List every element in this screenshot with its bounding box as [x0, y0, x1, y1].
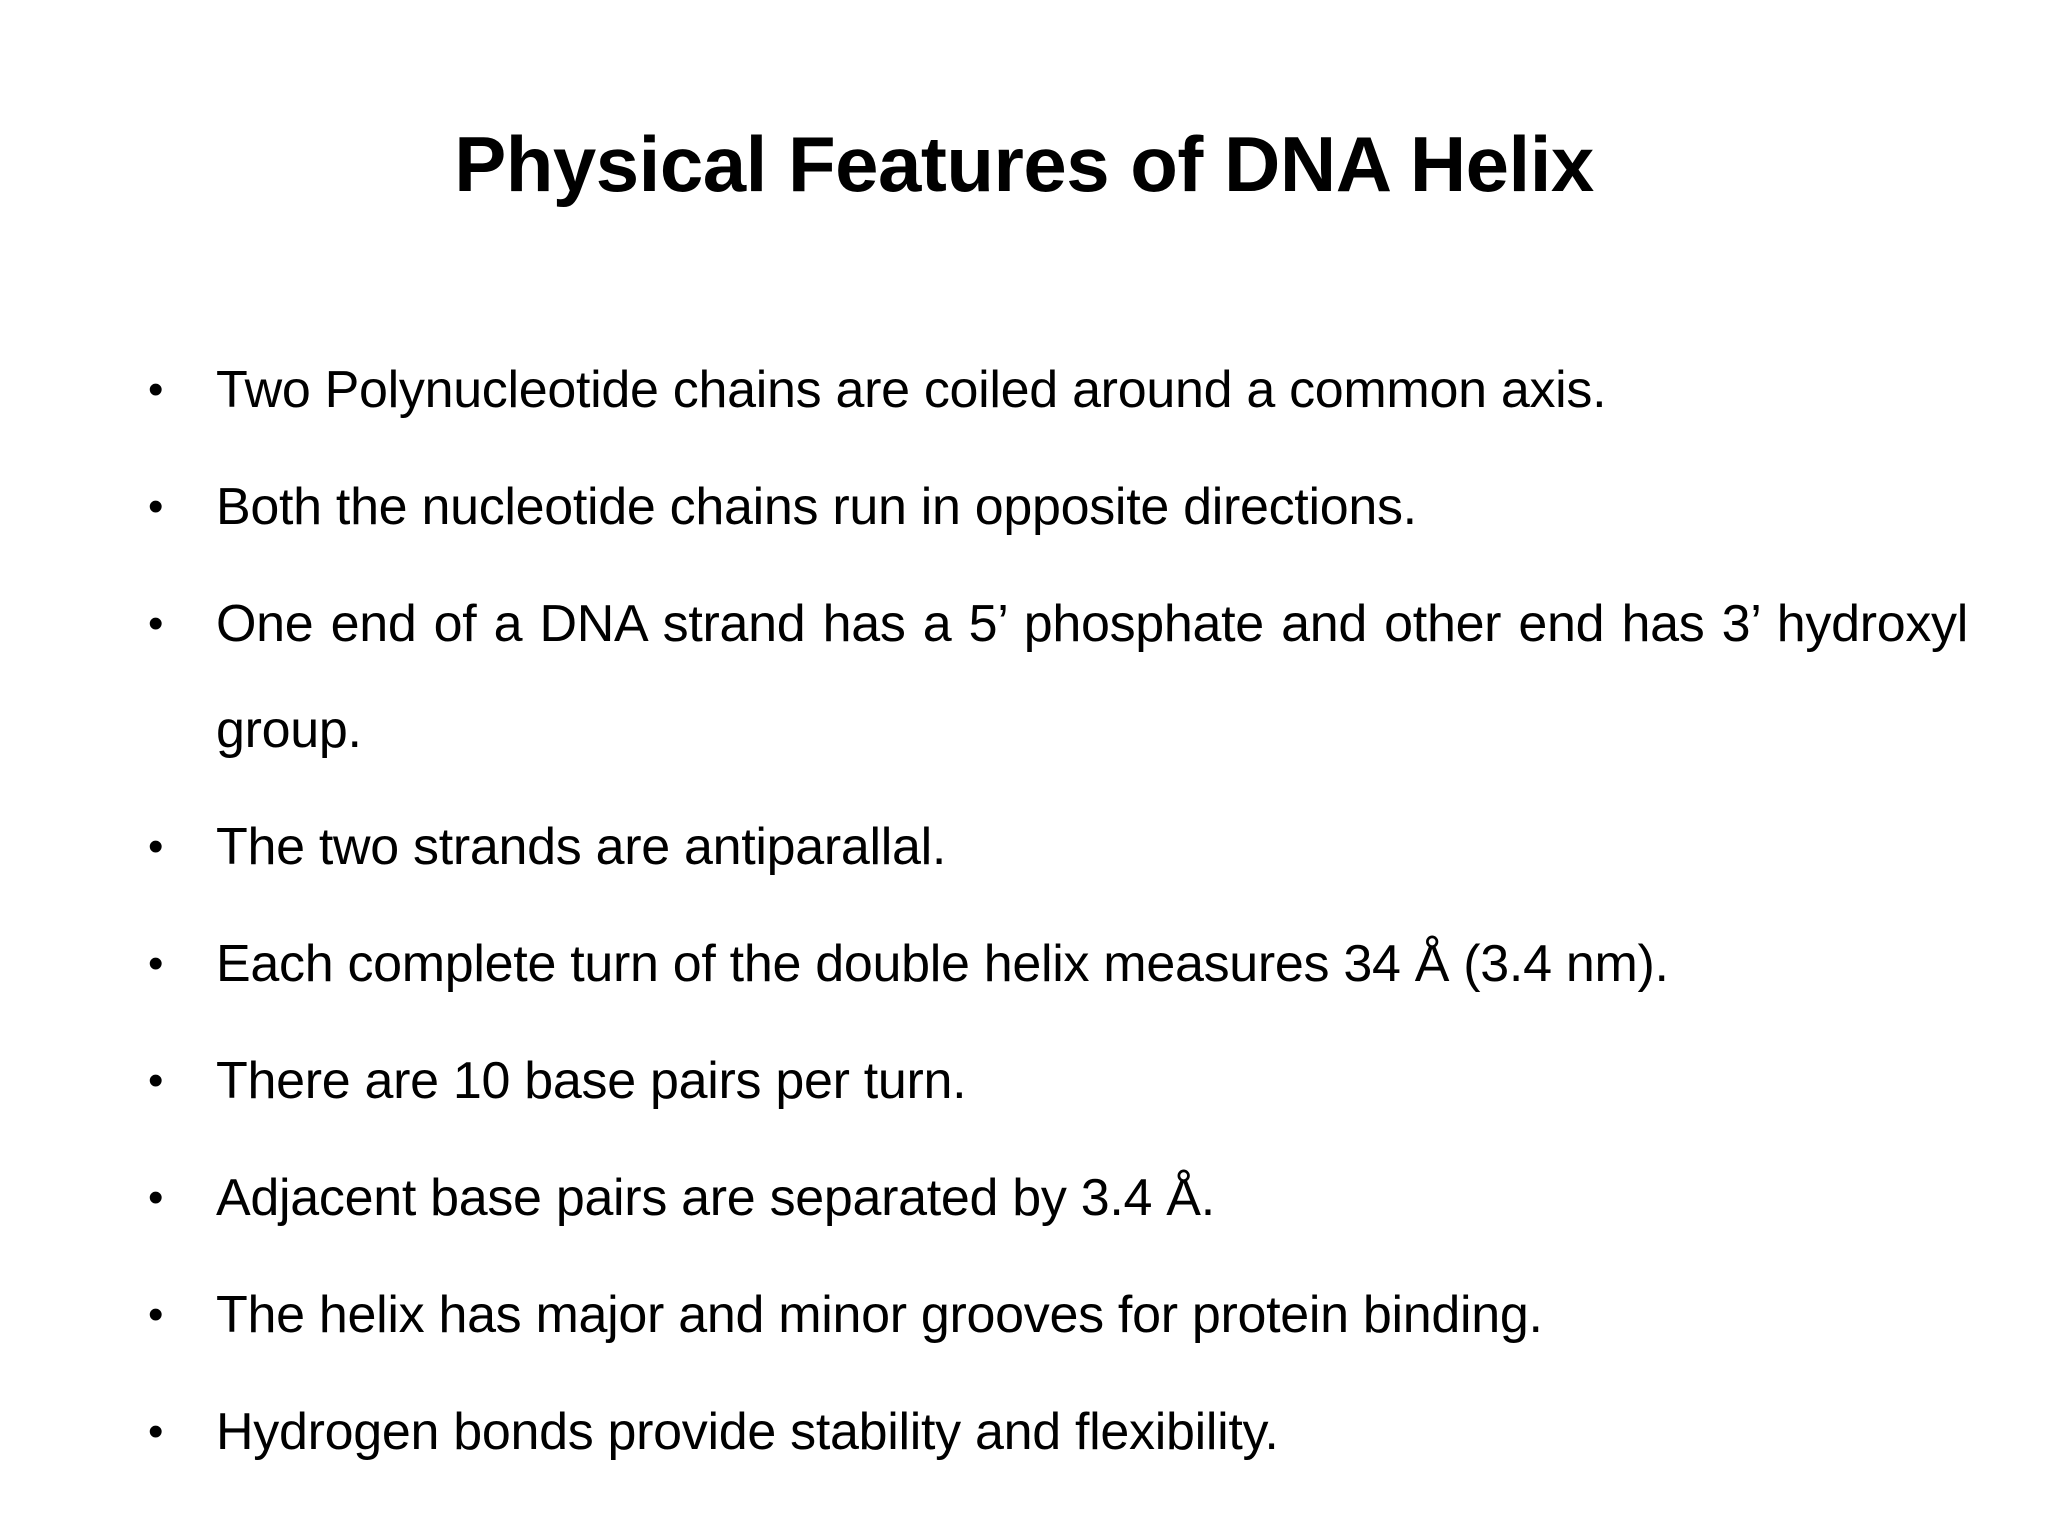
bullet-dot-icon: • — [148, 822, 164, 871]
bullet-dot-icon: • — [148, 482, 164, 531]
bullet-item — [148, 1379, 1968, 1485]
bullet-text: The helix has major and minor grooves for protein binding. — [216, 1286, 1543, 1344]
bullet-text: The two strands are antiparallal. — [216, 818, 947, 876]
bullet-text: Adjacent base pairs are separated by 3.4 Å. — [216, 1169, 1215, 1227]
bullet-item — [148, 1262, 1968, 1368]
bullet-text: Each complete turn of the double helix measures 34 Å (3.4 nm). — [216, 935, 1669, 993]
bullet-item — [148, 571, 1968, 783]
bullet-item — [148, 794, 1968, 900]
bullet-text: Hydrogen bonds provide stability and flexibility. — [216, 1403, 1279, 1461]
bullet-text: Two Polynucleotide chains are coiled around a common axis. — [216, 361, 1607, 419]
bullet-dot-icon: • — [148, 1056, 164, 1105]
bullet-item — [148, 454, 1968, 560]
bullet-dot-icon: • — [148, 939, 164, 988]
bullet-item — [148, 911, 1968, 1017]
bullet-dot-icon: • — [148, 1290, 164, 1339]
bullet-dot-icon: • — [148, 599, 164, 648]
bullet-list — [148, 337, 1968, 1496]
bullet-text: One end of a DNA strand has a 5’ phosphate and other end has 3’ hydroxyl group. — [216, 595, 1968, 759]
bullet-item — [148, 337, 1968, 443]
bullet-dot-icon: • — [148, 1407, 164, 1456]
bullet-text: There are 10 base pairs per turn. — [216, 1052, 967, 1110]
bullet-dot-icon: • — [148, 1173, 164, 1222]
bullet-item — [148, 1028, 1968, 1134]
slide-title: Physical Features of DNA Helix — [454, 120, 1594, 208]
bullet-text: Both the nucleotide chains run in opposite directions. — [216, 478, 1417, 536]
bullet-dot-icon: • — [148, 365, 164, 414]
bullet-item — [148, 1145, 1968, 1251]
